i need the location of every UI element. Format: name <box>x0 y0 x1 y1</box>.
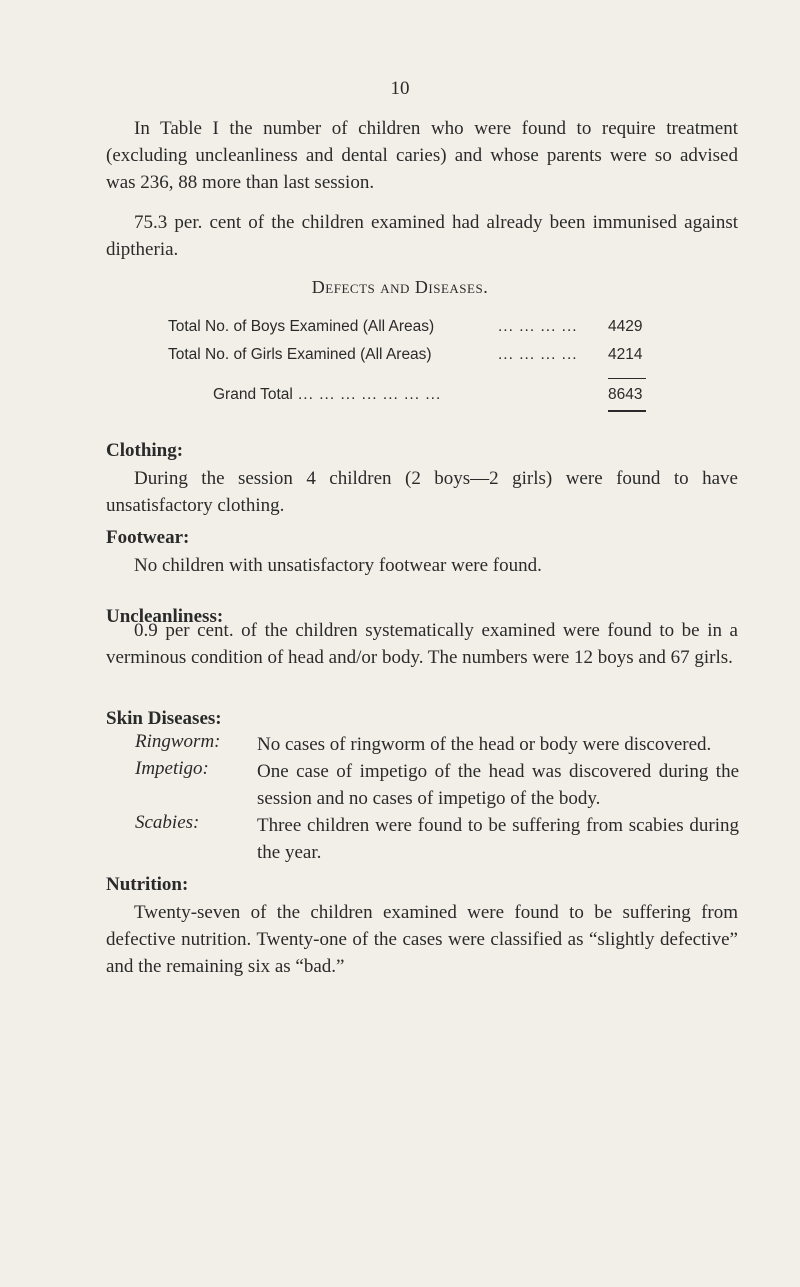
leader-dots: ... ... ... ... ... ... ... <box>298 386 442 403</box>
section-body-footwear: No children with unsatisfactory footwear were found. <box>134 555 542 576</box>
row-value: 4429 <box>608 318 643 335</box>
section-title-uncleanliness: Uncleanliness: <box>106 606 224 627</box>
skin-desc-scabies: Three children were found to be suffering from scabies during the year. <box>257 815 739 863</box>
section-body-uncleanliness: 0.9 per cent. of the children systematically examined were found to be in a verminous condition of head and/or body. The numbers were 12 boys and 67 girls. <box>106 620 738 668</box>
row-value: 8643 <box>608 386 643 403</box>
row-label: Grand Total <box>213 386 293 403</box>
section-body-clothing: During the session 4 children (2 boys—2 girls) were found to have unsatisfactory clothing. <box>106 468 738 516</box>
section-title-footwear: Footwear: <box>106 527 190 548</box>
intro-paragraph-treatment: In Table I the number of children who were found to require treatment (excluding uncleanliness and dental caries) and whose parents were so advised was 236, 88 more than last session. <box>106 118 738 193</box>
sum-rule <box>608 378 646 379</box>
skin-desc-ringworm: No cases of ringworm of the head or body were discovered. <box>257 734 712 755</box>
section-title-nutrition: Nutrition: <box>106 874 189 895</box>
leader-dots: ... ... ... ... <box>498 318 578 335</box>
row-value: 4214 <box>608 346 643 363</box>
skin-term-ringworm: Ringworm: <box>135 731 221 752</box>
row-label: Total No. of Boys Examined (All Areas) <box>168 318 435 335</box>
page-number: 10 <box>390 78 410 99</box>
total-double-rule <box>608 410 646 412</box>
section-heading-defects: Defects and Diseases. <box>311 277 489 297</box>
leader-dots: ... ... ... ... <box>498 346 578 363</box>
skin-term-scabies: Scabies: <box>135 812 200 833</box>
section-title-clothing: Clothing: <box>106 440 184 461</box>
intro-paragraph-immunisation: 75.3 per. cent of the children examined had already been immunised against diptheria. <box>106 212 738 260</box>
section-title-skin-diseases: Skin Diseases: <box>106 708 222 729</box>
skin-desc-impetigo: One case of impetigo of the head was discovered during the session and no cases of impetigo of the body. <box>257 761 739 809</box>
skin-term-impetigo: Impetigo: <box>135 758 209 779</box>
row-label: Total No. of Girls Examined (All Areas) <box>168 346 432 363</box>
section-body-nutrition: Twenty-seven of the children examined were found to be suffering from defective nutrition. Twenty-one of the cases were classified as “slightly defective” and the remaining six as “bad.” <box>106 902 738 977</box>
